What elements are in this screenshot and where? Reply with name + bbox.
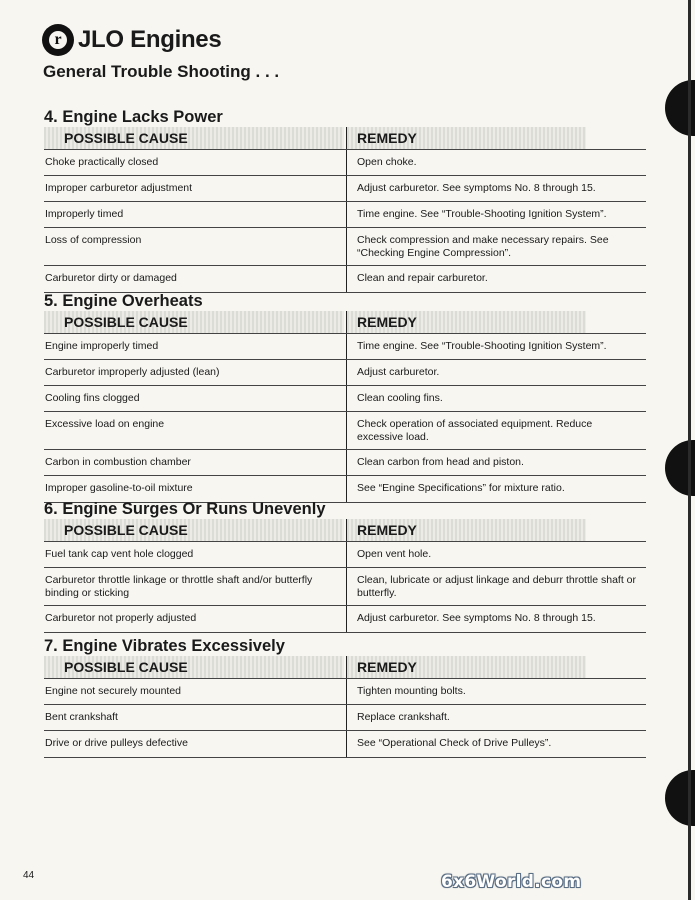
- remedy-cell: Adjust carburetor.: [346, 360, 646, 385]
- cause-cell: Carburetor throttle linkage or throttle shaft and/or butterfly binding or sticking: [45, 574, 313, 599]
- remedy-cell: Clean carbon from head and piston.: [346, 450, 646, 475]
- remedy-header: REMEDY: [346, 311, 586, 333]
- table-row: [44, 265, 646, 293]
- cause-cell: Carburetor improperly adjusted (lean): [45, 366, 220, 378]
- remedy-cell: Adjust carburetor. See symptoms No. 8 through 15.: [346, 176, 646, 201]
- table-row: [44, 227, 646, 265]
- possible-cause-header: POSSIBLE CAUSE: [44, 656, 344, 678]
- table-row: [44, 541, 646, 567]
- cause-cell: Loss of compression: [45, 234, 142, 246]
- table-row: [44, 704, 646, 730]
- column-header: [44, 656, 646, 678]
- cause-cell: Choke practically closed: [45, 156, 159, 168]
- table-row: [44, 333, 646, 359]
- section-title: 7. Engine Vibrates Excessively: [44, 637, 285, 655]
- section-title: 5. Engine Overheats: [44, 292, 203, 310]
- cause-cell: Bent crankshaft: [45, 711, 118, 723]
- cause-cell: Improper carburetor adjustment: [45, 182, 193, 194]
- table-row: [44, 730, 646, 758]
- remedy-cell: Open choke.: [346, 150, 646, 175]
- possible-cause-header: POSSIBLE CAUSE: [44, 519, 344, 541]
- cause-cell: Carburetor dirty or damaged: [45, 272, 177, 284]
- table-row: [44, 567, 646, 605]
- cause-cell: Carbon in combustion chamber: [45, 456, 191, 468]
- rockwell-logo: [42, 24, 74, 56]
- table-row: [44, 359, 646, 385]
- section-title: 6. Engine Surges Or Runs Unevenly: [44, 500, 326, 518]
- column-header: [44, 519, 646, 541]
- remedy-cell: Replace crankshaft.: [346, 705, 646, 730]
- page-edge: [688, 0, 691, 900]
- table-row: [44, 385, 646, 411]
- table-row: [44, 175, 646, 201]
- cause-cell: Fuel tank cap vent hole clogged: [45, 548, 194, 560]
- remedy-header: REMEDY: [346, 656, 586, 678]
- remedy-cell: Tighten mounting bolts.: [346, 679, 646, 704]
- cause-cell: Excessive load on engine: [45, 418, 165, 430]
- remedy-header: REMEDY: [346, 519, 586, 541]
- column-header: [44, 127, 646, 149]
- cause-cell: Drive or drive pulleys defective: [45, 737, 188, 749]
- remedy-cell: Check compression and make necessary repairs. See “Checking Engine Compression”.: [346, 228, 646, 265]
- remedy-cell: Time engine. See “Trouble-Shooting Ignition System”.: [346, 334, 646, 359]
- brand: [42, 24, 279, 56]
- section-engine-overheats: [44, 291, 646, 503]
- table-row: [44, 449, 646, 475]
- cause-cell: Carburetor not properly adjusted: [45, 612, 197, 624]
- page-subtitle: General Trouble Shooting . . .: [43, 62, 280, 81]
- watermark-logo: 6x6World.com: [441, 872, 582, 892]
- remedy-cell: Check operation of associated equipment. Reduce excessive load.: [346, 412, 646, 449]
- remedy-cell: Clean cooling fins.: [346, 386, 646, 411]
- remedy-cell: See “Engine Specifications” for mixture ratio.: [346, 476, 646, 502]
- section-engine-surges: [44, 499, 646, 633]
- remedy-header: REMEDY: [346, 127, 586, 149]
- table-row: [44, 149, 646, 175]
- section-title: 4. Engine Lacks Power: [44, 108, 223, 126]
- remedy-cell: Clean, lubricate or adjust linkage and deburr throttle shaft or butterfly.: [346, 568, 646, 605]
- table-row: [44, 605, 646, 633]
- remedy-cell: Clean and repair carburetor.: [346, 266, 646, 292]
- brand-title: JLO Engines: [78, 26, 222, 53]
- possible-cause-header: POSSIBLE CAUSE: [44, 311, 344, 333]
- table-row: [44, 201, 646, 227]
- cause-cell: Improper gasoline-to-oil mixture: [45, 482, 193, 494]
- cause-cell: Cooling fins clogged: [45, 392, 140, 404]
- cause-cell: Improperly timed: [45, 208, 124, 220]
- remedy-cell: Adjust carburetor. See symptoms No. 8 through 15.: [346, 606, 646, 632]
- remedy-cell: See “Operational Check of Drive Pulleys”.: [346, 731, 646, 757]
- cause-cell: Engine improperly timed: [45, 340, 159, 352]
- possible-cause-header: POSSIBLE CAUSE: [44, 127, 344, 149]
- cause-cell: Engine not securely mounted: [45, 685, 182, 697]
- page-number: 44: [23, 870, 35, 881]
- table-row: [44, 678, 646, 704]
- page-header: [42, 24, 279, 82]
- table-row: [44, 411, 646, 449]
- remedy-cell: Time engine. See “Trouble-Shooting Ignition System”.: [346, 202, 646, 227]
- section-engine-lacks-power: [44, 107, 646, 293]
- section-engine-vibrates: [44, 636, 646, 758]
- logo-letter: r: [49, 31, 67, 49]
- remedy-cell: Open vent hole.: [346, 542, 646, 567]
- column-header: [44, 311, 646, 333]
